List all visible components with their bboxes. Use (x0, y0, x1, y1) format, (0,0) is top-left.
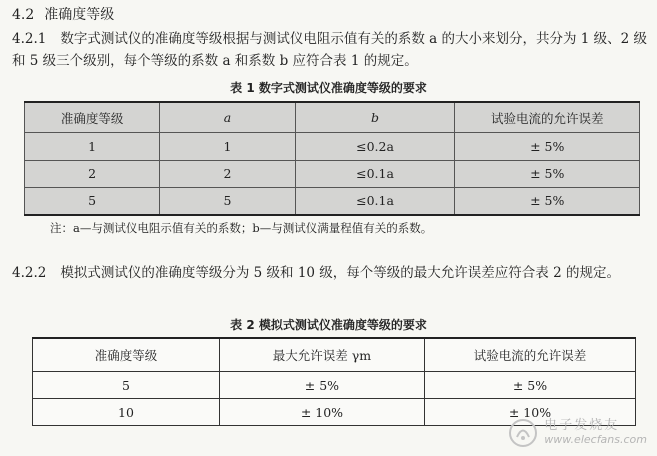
table-cell: 1 (160, 133, 295, 160)
table-cell: ± 10% (219, 399, 424, 426)
elecfans-logo-icon (508, 418, 538, 448)
header-cell: 准确度等级 (33, 338, 220, 372)
table-row (33, 372, 636, 399)
table-cell: ± 5% (219, 372, 424, 399)
section-4-2-1-paragraph (12, 28, 648, 72)
section-number: 4.2.1 (12, 31, 47, 47)
header-cell: 最大允许误差 γm (219, 338, 424, 372)
table-cell: ≤0.1a (295, 160, 455, 187)
header-cell: 准确度等级 (25, 102, 160, 133)
section-number: 4.2.2 (12, 265, 47, 281)
watermark (508, 418, 647, 448)
table-cell: 10 (33, 399, 220, 426)
table-cell: ± 5% (455, 133, 640, 160)
header-cell: a (160, 102, 295, 133)
watermark-url: www.elecfans.com (544, 433, 647, 446)
table-cell: ≤0.1a (295, 187, 455, 215)
table-cell: 1 (25, 133, 160, 160)
table-cell: ± 5% (424, 372, 635, 399)
section-4-2-2-paragraph (12, 262, 648, 284)
table-cell: 2 (160, 160, 295, 187)
section-4-2-heading (12, 4, 114, 26)
table1-caption: 表 1 数字式测试仪准确度等级的要求 (230, 81, 427, 95)
table-row (25, 133, 640, 160)
table1-note: 注：a—与测试仪电阻示值有关的系数；b—与测试仪满量程值有关的系数。 (50, 221, 433, 235)
table2 (32, 337, 636, 426)
header-cell: b (295, 102, 455, 133)
table-header-row (33, 338, 636, 372)
table-cell: 5 (160, 187, 295, 215)
table-row (25, 160, 640, 187)
table-cell: 2 (25, 160, 160, 187)
table-cell: ± 5% (455, 160, 640, 187)
section-title: 准确度等级 (44, 7, 115, 23)
header-cell: 试验电流的允许误差 (424, 338, 635, 372)
paragraph-text: 数字式测试仪的准确度等级根据与测试仪电阻示值有关的系数 a 的大小来划分，共分为 1 级、2 级和 5 级三个级别，每个等级的系数 a 和系数 b 应符合表 1 的规定。 (12, 31, 648, 69)
table-cell: 5 (25, 187, 160, 215)
paragraph-text: 模拟式测试仪的准确度等级分为 5 级和 10 级，每个等级的最大允许误差应符合表 2 的规定。 (60, 265, 620, 281)
header-cell: 试验电流的允许误差 (455, 102, 640, 133)
section-number: 4.2 (12, 7, 35, 23)
table-cell: 5 (33, 372, 220, 399)
table-cell: ± 5% (455, 187, 640, 215)
table2-caption: 表 2 模拟式测试仪准确度等级的要求 (230, 318, 427, 332)
table-header-row (25, 102, 640, 133)
table-cell: ≤0.2a (295, 133, 455, 160)
watermark-name: 电子发烧友 (544, 418, 620, 433)
table1 (24, 101, 640, 216)
table-cell: ± 10% (424, 399, 635, 426)
table-row (25, 187, 640, 215)
